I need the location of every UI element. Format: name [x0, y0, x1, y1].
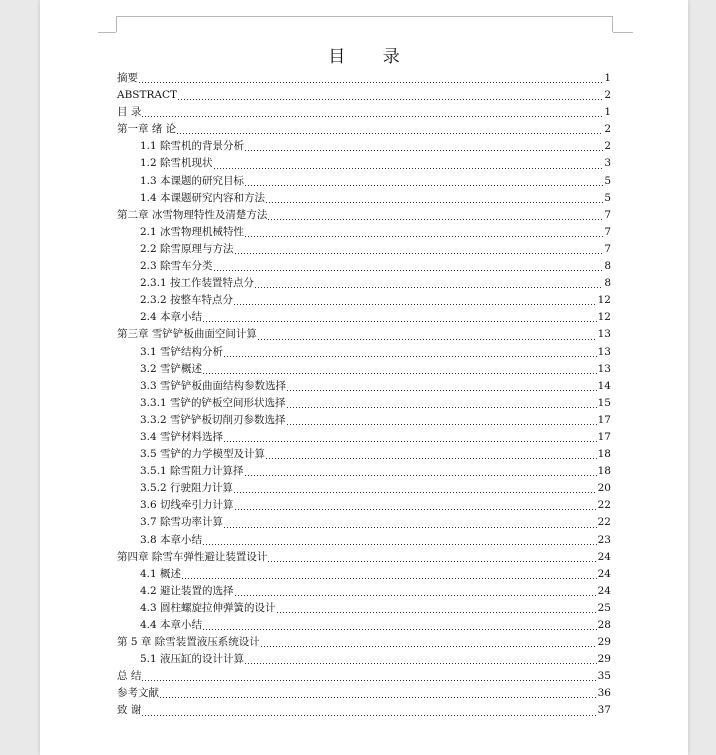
toc-entry-page-number: 18 [597, 465, 611, 478]
toc-entry[interactable] [117, 344, 611, 361]
toc-leader-dots [203, 373, 597, 374]
toc-leader-dots [235, 253, 604, 254]
toc-entry-label: 3.2 雪铲概述 [140, 362, 203, 375]
toc-entry-page-number: 22 [597, 499, 611, 512]
toc-entry[interactable] [117, 668, 611, 685]
toc-entry[interactable] [117, 532, 611, 549]
toc-entry-page-number: 37 [597, 704, 611, 717]
toc-entry[interactable] [117, 651, 611, 668]
toc-entry-page-number: 25 [597, 601, 611, 614]
toc-entry-label: 3.4 雪铲材料选择 [140, 430, 224, 443]
toc-entry-page-number: 24 [597, 567, 611, 580]
toc-entry[interactable] [117, 326, 611, 343]
toc-entry[interactable] [117, 702, 611, 719]
toc-leader-dots [235, 509, 597, 510]
toc-entry-label: 3.3.1 雪铲的铲板空间形状选择 [140, 396, 286, 409]
margin-corner-mark [116, 16, 117, 32]
toc-leader-dots [255, 287, 603, 288]
toc-entry[interactable] [117, 549, 611, 566]
toc-entry[interactable] [117, 497, 611, 514]
toc-leader-dots [142, 680, 596, 681]
toc-entry-page-number: 7 [604, 242, 611, 255]
toc-entry-label: 2.3.1 按工作装置特点分 [140, 277, 255, 290]
toc-entry-label: 3.1 雪铲结构分析 [140, 345, 224, 358]
toc-leader-dots [214, 270, 604, 271]
toc-entry[interactable] [117, 190, 611, 207]
toc-entry-label: 3.5.2 行驶阻力计算 [140, 482, 234, 495]
toc-entry-page-number: 28 [597, 619, 611, 631]
toc-leader-dots [224, 527, 597, 528]
toc-leader-dots [245, 475, 597, 476]
toc-entry-page-number: 24 [597, 550, 611, 563]
toc-entry[interactable] [117, 292, 611, 309]
header-boundary-line [117, 16, 613, 17]
toc-leader-dots [235, 595, 597, 596]
toc-leader-dots [142, 116, 603, 117]
toc-entry[interactable] [117, 600, 611, 617]
toc-entry[interactable] [117, 155, 611, 172]
toc-entry[interactable] [117, 480, 611, 497]
toc-entry[interactable] [117, 275, 611, 292]
toc-entry-label: 摘要 [117, 72, 138, 84]
toc-entry-page-number: 5 [604, 174, 611, 187]
toc-entry-label: 3.3 雪铲铲板曲面结构参数选择 [140, 379, 287, 392]
toc-entry-label: 第四章 除雪车弹性避让装置设计 [117, 550, 268, 563]
toc-entry[interactable] [117, 241, 611, 258]
toc-entry-label: 2.3.2 按整车特点分 [140, 294, 234, 307]
toc-entry[interactable] [117, 378, 611, 395]
toc-entry[interactable] [117, 617, 611, 634]
page-title: 目 录 [328, 47, 416, 67]
toc-entry[interactable] [117, 70, 611, 87]
toc-entry-label: ABSTRACT [117, 89, 178, 102]
toc-entry-label: 4.2 避让装置的选择 [140, 584, 234, 597]
toc-leader-dots [224, 356, 597, 357]
toc-entry[interactable] [117, 173, 611, 190]
toc-entry-page-number: 1 [604, 72, 611, 84]
toc-entry-label: 3.7 除雪功率计算 [140, 516, 224, 529]
toc-leader-dots [224, 441, 597, 442]
toc-entry-page-number: 29 [597, 636, 611, 649]
toc-leader-dots [203, 629, 597, 630]
toc-entry[interactable] [117, 121, 611, 138]
toc-entry-page-number: 8 [604, 260, 611, 273]
toc-leader-dots [287, 407, 597, 408]
toc-entry-label: 3.3.2 雪铲铲板切削刃参数选择 [140, 413, 286, 426]
toc-leader-dots [203, 544, 597, 545]
toc-entry[interactable] [117, 583, 611, 600]
toc-entry-page-number: 24 [597, 584, 611, 597]
toc-entry-label: 第一章 绪 论 [117, 123, 177, 136]
toc-leader-dots [178, 99, 603, 100]
toc-entry[interactable] [117, 258, 611, 275]
toc-entry[interactable] [117, 361, 611, 378]
toc-entry-label: 第三章 雪铲铲板曲面空间计算 [117, 328, 257, 341]
toc-entry-label: 5.1 液压缸的设计计算 [140, 653, 245, 666]
toc-leader-dots [266, 458, 597, 459]
toc-entry-page-number: 20 [597, 482, 611, 495]
toc-entry-page-number: 18 [597, 448, 611, 461]
toc-entry-page-number: 15 [597, 396, 611, 409]
toc-entry-page-number: 13 [597, 328, 611, 341]
toc-entry-label: 4.4 本章小结 [140, 619, 203, 631]
toc-entry-page-number: 2 [604, 140, 611, 153]
toc-leader-dots [258, 339, 597, 340]
toc-entry-page-number: 12 [597, 311, 611, 324]
toc-leader-dots [277, 612, 597, 613]
toc-entry-label: 总 结 [117, 670, 142, 683]
toc-entry-label: 第 5 章 除雪装置液压系统设计 [117, 636, 260, 649]
toc-leader-dots [268, 561, 596, 562]
toc-entry-page-number: 2 [604, 89, 611, 102]
toc-leader-dots [287, 424, 597, 425]
toc-leader-dots [245, 150, 603, 151]
toc-entry-label: 3.5 雪铲的力学模型及计算 [140, 448, 266, 461]
toc-entry-page-number: 29 [597, 653, 611, 666]
toc-leader-dots [266, 202, 603, 203]
toc-entry-label: 3.6 切线牵引力计算 [140, 499, 234, 512]
toc-leader-dots [234, 492, 597, 493]
toc-leader-dots [245, 185, 603, 186]
toc-entry-label: 第二章 冰雪物理特性及清楚方法 [117, 208, 268, 221]
toc-entry-page-number: 2 [604, 123, 611, 136]
toc-leader-dots [214, 168, 604, 169]
toc-entry[interactable] [117, 309, 611, 326]
toc-leader-dots [245, 663, 597, 664]
toc-entry[interactable] [117, 224, 611, 241]
toc-entry-page-number: 35 [597, 670, 611, 683]
toc-entry-label: 4.1 概述 [140, 567, 182, 580]
toc-leader-dots [142, 715, 596, 716]
margin-corner-mark [98, 32, 116, 33]
toc-entry-label: 2.4 本章小结 [140, 311, 203, 324]
toc-entry[interactable] [117, 87, 611, 104]
toc-entry-page-number: 1 [604, 106, 611, 119]
toc-entry-label: 2.3 除雪车分类 [140, 260, 213, 273]
toc-leader-dots [268, 219, 603, 220]
document-page [40, 0, 688, 755]
toc-entry-page-number: 17 [597, 430, 611, 443]
toc-entry[interactable] [117, 429, 611, 446]
table-of-contents [117, 70, 611, 720]
toc-entry-label: 1.3 本课题的研究目标 [140, 174, 245, 187]
toc-entry-page-number: 8 [604, 277, 611, 290]
toc-entry-page-number: 5 [604, 191, 611, 204]
toc-entry[interactable] [117, 207, 611, 224]
toc-entry-page-number: 13 [597, 345, 611, 358]
toc-leader-dots [261, 646, 597, 647]
toc-entry[interactable] [117, 566, 611, 583]
toc-entry-page-number: 7 [604, 225, 611, 238]
margin-corner-mark [613, 32, 633, 33]
toc-entry-label: 4.3 圆柱螺旋拉伸弹簧的设计 [140, 601, 276, 614]
toc-entry-page-number: 17 [597, 413, 611, 426]
toc-entry[interactable] [117, 104, 611, 121]
toc-entry[interactable] [117, 514, 611, 531]
toc-entry-page-number: 7 [604, 208, 611, 221]
toc-entry-page-number: 22 [597, 516, 611, 529]
toc-entry-page-number: 13 [597, 362, 611, 375]
toc-entry-label: 致 谢 [117, 704, 142, 717]
toc-leader-dots [177, 133, 603, 134]
margin-corner-mark [612, 16, 613, 32]
toc-leader-dots [139, 82, 603, 83]
toc-entry-label: 目 录 [117, 106, 142, 119]
toc-entry-label: 1.2 除雪机现状 [140, 157, 213, 170]
toc-entry[interactable] [117, 685, 611, 702]
toc-entry[interactable] [117, 412, 611, 429]
toc-leader-dots [203, 321, 597, 322]
toc-entry-label: 2.2 除雪原理与方法 [140, 242, 234, 255]
toc-leader-dots [234, 304, 597, 305]
toc-entry-page-number: 3 [604, 157, 611, 170]
toc-entry[interactable] [117, 395, 611, 412]
toc-entry-page-number: 36 [597, 687, 611, 700]
toc-entry-page-number: 12 [597, 294, 611, 307]
toc-leader-dots [182, 578, 597, 579]
toc-entry[interactable] [117, 138, 611, 155]
toc-entry-page-number: 14 [597, 379, 611, 392]
toc-leader-dots [245, 236, 603, 237]
toc-entry-label: 3.8 本章小结 [140, 533, 203, 546]
toc-entry[interactable] [117, 463, 611, 480]
toc-entry-label: 1.1 除雪机的背景分析 [140, 140, 245, 153]
toc-leader-dots [287, 390, 597, 391]
toc-entry-label: 2.1 冰雪物理机械特性 [140, 225, 245, 238]
toc-entry-label: 3.5.1 除雪阻力计算择 [140, 465, 244, 478]
toc-entry[interactable] [117, 634, 611, 651]
toc-entry-page-number: 23 [597, 533, 611, 546]
toc-entry[interactable] [117, 446, 611, 463]
toc-entry-label: 1.4 本课题研究内容和方法 [140, 191, 266, 204]
toc-entry-label: 参考文献 [117, 687, 159, 700]
toc-leader-dots [160, 697, 597, 698]
